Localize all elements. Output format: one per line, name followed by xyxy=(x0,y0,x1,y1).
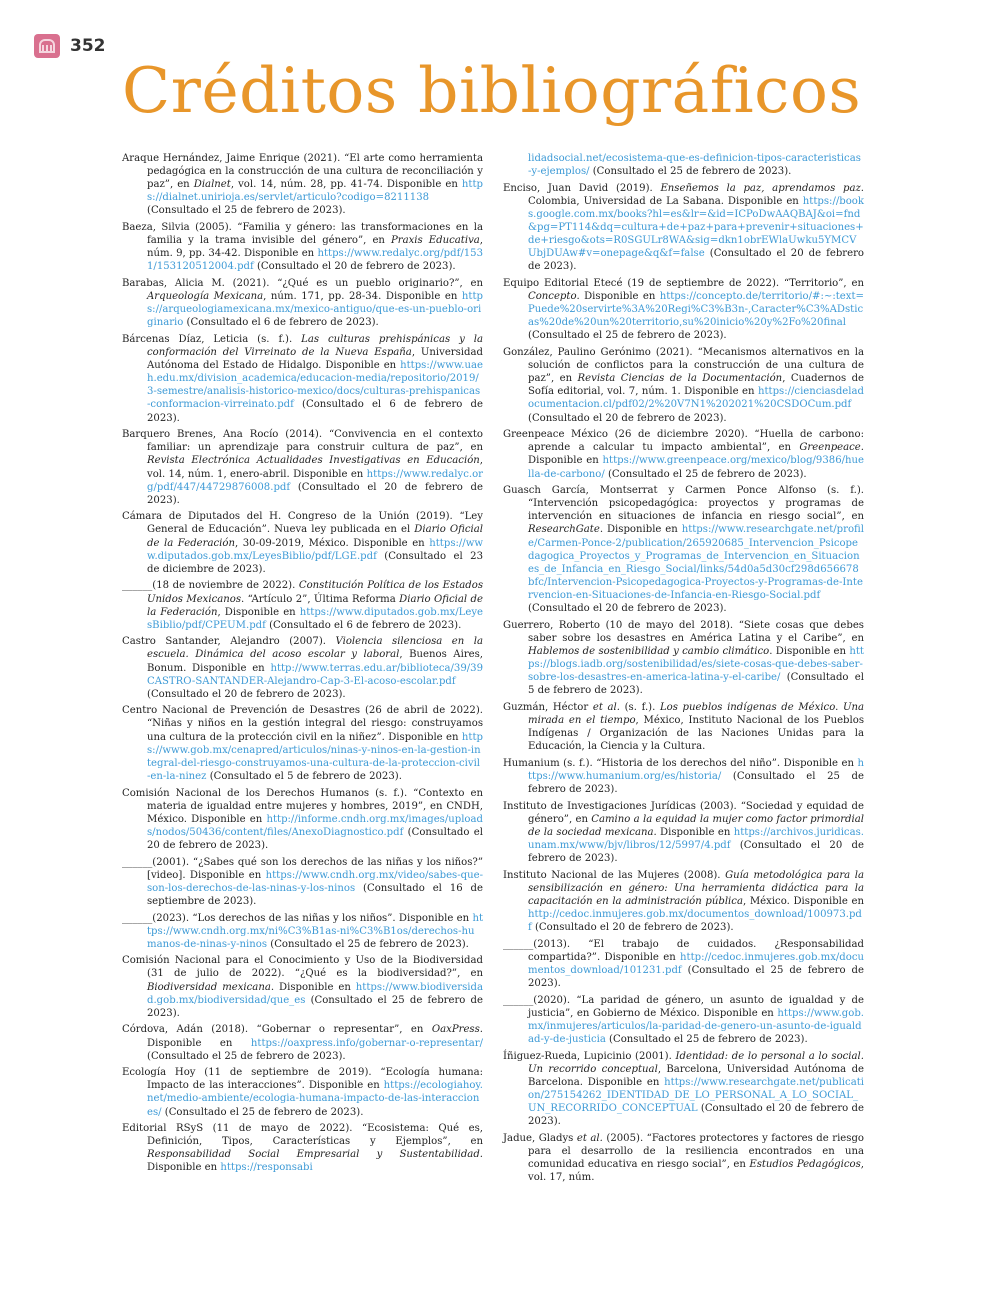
entry-text: Jadue, Gladys xyxy=(503,1132,577,1144)
entry-text: (Consultado el 25 de febrero de 2023). xyxy=(589,166,792,178)
entry-text: (Consultado el 20 de febrero de 2023). xyxy=(253,261,456,273)
entry-text: (Consultado el 5 de febrero de 2023). xyxy=(206,770,402,782)
entry-text: (Consultado el 25 de febrero de 2023). xyxy=(528,964,864,990)
entry-link[interactable]: https://responsabi xyxy=(220,1162,313,1174)
entry-text: (Consultado el 20 de febrero de 2023). xyxy=(528,603,727,615)
entry-text: (Consultado el 20 de febrero de 2023). xyxy=(528,412,727,424)
entry-text: (Consultado el 6 de febrero de 2023). xyxy=(147,399,483,424)
entry-text: Barabas, Alicia M. (2021). “¿Qué es un pueblo originario?”, en xyxy=(122,277,483,289)
entry-link[interactable]: https://arqueologiamexicana.mx/mexico-antiguo/que-es-un-pueblo-originario xyxy=(147,291,483,329)
entry-text: (2005). “Factores protectores y factores de riesgo para el desarrollo de la resiliencia encontrados en una comunidad educativa en riesgo social”, en xyxy=(528,1132,864,1170)
page-header xyxy=(34,34,106,58)
entry-text: (Consultado el 25 de febrero de 2023). xyxy=(147,994,483,1019)
entry-source-title: Revista Electrónica Actualidades Investigativas en Educación xyxy=(147,455,480,467)
bibliography-entry xyxy=(503,800,864,866)
entry-text: ______(2013). “El trabajo de cuidados. ¿Responsabilidad compartida?”. Disponible en xyxy=(503,938,864,963)
entry-text: Greenpeace México (26 de diciembre 2020). “Huella de carbono: aprende a calcular tu impacto ambiental”, en xyxy=(503,429,864,454)
entry-text: Comisión Nacional de los Derechos Humanos (s. f.). “Contexto en materia de igualdad entre mujeres y hombres, 2019”, en CNDH, México. Disponible en xyxy=(122,787,483,825)
bibliography-entry xyxy=(122,912,483,951)
entry-text: (Consultado el 6 de febrero de 2023). xyxy=(183,317,379,329)
entry-source-title: Enseñemos la paz, aprendamos paz xyxy=(660,182,861,194)
entry-text: (Consultado el 25 de febrero de 2023). xyxy=(161,1106,364,1118)
entry-text: , México. Disponible en xyxy=(742,895,865,907)
entry-text: ______(18 de noviembre de 2022). xyxy=(122,580,299,592)
bibliography-entry xyxy=(503,994,864,1046)
bibliography-entry xyxy=(122,1066,483,1118)
bibliography-entry xyxy=(122,333,483,425)
entry-text: (Consultado el 25 de febrero de 2023). xyxy=(604,468,807,480)
entry-text: Córdova, Adán (2018). “Gobernar o representar”, en xyxy=(122,1024,432,1036)
entry-text: (Consultado el 25 de febrero de 2023). xyxy=(267,938,469,950)
entry-source-title: Praxis Educativa xyxy=(390,235,480,247)
entry-source-title: Dialnet xyxy=(193,179,231,191)
entry-text: (Consultado el 20 de febrero de 2023). xyxy=(528,839,864,865)
bibliography-entry xyxy=(122,579,483,631)
entry-text: Editorial RSyS (11 de mayo de 2022). “Ecosistema: Qué es, Definición, Tipos, Características y Ejemplos”, en xyxy=(122,1123,483,1148)
book-logo-icon xyxy=(34,34,60,58)
entry-text: (Consultado el 20 de febrero de 2023). xyxy=(147,826,483,851)
entry-source-title: Diario Oficial de la Federación xyxy=(147,524,484,549)
entry-source-title: et al. xyxy=(592,701,620,713)
entry-text: . Colombia, Universidad de La Sabana. Disponible en xyxy=(528,182,864,207)
entry-text: (Consultado el 6 de febrero de 2023). xyxy=(265,619,462,631)
entry-text: , vol. 14, núm. 1, enero-abril. Disponible en xyxy=(147,455,483,480)
entry-text: , Buenos Aires, Bonum. Disponible en xyxy=(147,649,484,674)
entry-text: (Consultado el 20 de febrero de 2023). xyxy=(528,1103,864,1128)
entry-text: , Universidad Autónoma del Estado de Hidalgo. Disponible en xyxy=(147,347,483,372)
entry-text: Barquero Brenes, Ana Rocío (2014). “Convivencia en el contexto familiar: un aprendizaje para construir cultura de paz”, en xyxy=(122,429,483,454)
entry-text: (s. f.). xyxy=(619,701,660,713)
page-title: Créditos bibliográficos xyxy=(122,54,862,127)
bibliography-entry xyxy=(503,277,864,343)
entry-link[interactable]: https://www.cndh.org.mx/video/sabes-que-son-los-derechos-de-las-ninas-y-los-ninos xyxy=(147,869,483,894)
bibliography-entry xyxy=(503,428,864,480)
entry-source-title: Concepto xyxy=(528,291,577,303)
bibliography-entry xyxy=(122,1122,483,1174)
entry-link[interactable]: https://www.biodiversidad.gob.mx/biodiversidad/que_es xyxy=(147,981,483,1006)
entry-source-title: et al. xyxy=(576,1132,603,1144)
entry-link[interactable]: http://informe.cndh.org.mx/images/uploads/nodos/50436/content/files/AnexoDiagnostico.pdf xyxy=(147,813,483,838)
entry-text: Humanium (s. f.). “Historia de los derechos del niño”. Disponible en xyxy=(503,757,858,769)
entry-link[interactable]: https://www.diputados.gob.mx/LeyesBiblio/pdf/CPEUM.pdf xyxy=(147,606,483,631)
entry-text: Íñiguez-Rueda, Lupicinio (2001). xyxy=(503,1050,676,1062)
entry-text: (Consultado el 20 de febrero de 2023). xyxy=(528,248,864,273)
entry-text: . Disponible en xyxy=(147,1024,483,1049)
entry-text: (Consultado el 20 de febrero de 2023). xyxy=(147,688,346,700)
bibliography-entry xyxy=(503,757,864,796)
entry-text: , México, Instituto Nacional de los Pueblos Indígenas / Organización de las Naciones Unidas para la Educación, la Ciencia y la Cultura. xyxy=(528,714,864,753)
entry-link[interactable]: https://www.researchgate.net/profile/Carmen-Ponce-2/publication/265920685_Intervencion_Psicopedagogica_Proyectos_y_Programas_de_Intervencion_en_Situaciones_de_Infancia_en_Riesgo_Social/links/54d0a5d30cf298d656678bfc/Intervencion-Psicopedagogica-Proyectos-y-Programas-de-Intervencion-en-Situaciones-de-Infancia-en-Riesgo-Social.pdf xyxy=(528,524,864,601)
entry-text: , Cuadernos de Sofía editorial, vol. 7, núm. 1. Disponible en xyxy=(528,373,865,398)
entry-source-title: Revista Ciencias de la Documentación xyxy=(577,373,783,385)
bibliography-entry xyxy=(503,701,864,753)
entry-link[interactable]: https://www.redalyc.org/pdf/447/44729876008.pdf xyxy=(147,468,483,493)
bibliography-entry xyxy=(503,869,864,935)
entry-text: Centro Nacional de Prevención de Desastres (26 de abril de 2022). “Niñas y niños en la gestión integral del riesgo: construyamos una cultura de la protección civil en la niñez”. Disponible en xyxy=(122,705,483,743)
entry-source-title: Hablemos de sostenibilidad y cambio climático xyxy=(528,645,770,657)
entry-source-title: Arqueología Mexicana xyxy=(147,291,264,303)
bibliography-entry xyxy=(122,787,483,853)
entry-text: (Consultado el 25 de febrero de 2023). xyxy=(528,330,727,342)
entry-text: Ecología Hoy (11 de septiembre de 2019). “Ecología humana: Impacto de las interacciones”. Disponible en xyxy=(122,1067,483,1092)
bibliography-columns xyxy=(122,152,864,1192)
entry-text: Araque Hernández, Jaime Enrique (2021). “El arte como herramienta pedagógica en la construcción de una cultura de reconciliación y paz”, en xyxy=(122,153,483,191)
entry-text: (Consultado el 20 de febrero de 2023). xyxy=(531,922,734,934)
bibliography-entry xyxy=(503,152,864,178)
entry-text: (Consultado el 20 de febrero de 2023). xyxy=(147,481,483,506)
entry-text: Guzmán, Héctor xyxy=(503,701,593,713)
entry-link[interactable]: https://ecologiahoy.net/medio-ambiente/ecologia-humana-impacto-de-las-interacciones/ xyxy=(147,1080,483,1118)
entry-link[interactable]: https://www.gob.mx/cenapred/articulos/ninas-y-ninos-en-la-gestion-integral-del-riesgo-construyamos-una-cultura-de-la-proteccion-civil-en-la-ninez xyxy=(147,731,483,782)
entry-text: Cámara de Diputados del H. Congreso de la Unión (2019). “Ley General de Educación”. Nueva ley publicada en el xyxy=(122,511,483,536)
entry-text: . Disponible en xyxy=(528,442,864,467)
entry-link[interactable]: http://cedoc.inmujeres.gob.mx/documentos_download/101231.pdf xyxy=(528,951,864,976)
bibliography-entry xyxy=(503,484,864,615)
entry-link[interactable]: https://books.google.com.mx/books?hl=es&lr=&id=ICPoDwAAQBAJ&oi=fnd&pg=PT114&dq=cultura+de+paz+para+prevenir+situaciones+de+riesgo&ots=R0SGULr8WA&sig=dkn1obrEWlaUwku5YMCVUbjDUAw#v=onepage&q&f=false xyxy=(528,195,864,260)
entry-text: , 30-09-2019, México. Disponible en xyxy=(234,537,430,549)
entry-link[interactable]: https://cienciasdeladocumentacion.cl/pdf02/2%20V7N1%202021%20CSDOCum.pdf xyxy=(528,386,864,411)
entry-text: Equipo Editorial Etecé (19 de septiembre de 2022). “Territorio”, en xyxy=(503,277,864,289)
bibliography-entry xyxy=(122,1023,483,1062)
entry-text: (Consultado el 25 de febrero de 2023). xyxy=(528,770,864,796)
entry-text: Bárcenas Díaz, Leticia (s. f.). xyxy=(122,333,302,345)
entry-text: Castro Santander, Alejandro (2007). xyxy=(122,636,336,648)
entry-link[interactable]: https://www.redalyc.org/pdf/1531/153120512004.pdf xyxy=(147,248,483,273)
entry-text: (Consultado el 16 de septiembre de 2023). xyxy=(147,882,483,907)
entry-link[interactable]: https://www.uaeh.edu.mx/division_academica/educacion-media/repositorio/2019/3-semestre/analisis-historico-mexico/docs/culturas-prehispanicas-conformacion-virreinato.pdf xyxy=(147,360,483,411)
bibliography-entry xyxy=(503,1132,864,1184)
entry-text: Guasch García, Montserrat y Carmen Ponce Alfonso (s. f.). “Intervención psicopedagógica: proyectos y programas de intervención en situaciones de infancia en riesgo social”, en xyxy=(503,485,864,523)
entry-text: . Disponible en xyxy=(599,524,682,536)
entry-link[interactable]: https://www.gob.mx/inmujeres/articulos/la-paridad-de-genero-un-asunto-de-igualdad-y-de-justicia xyxy=(528,1007,864,1045)
entry-source-title: Las culturas prehispánicas y la conformación del Virreinato de la Nueva España xyxy=(147,333,483,359)
entry-link[interactable]: https://blogs.iadb.org/sostenibilidad/es/siete-cosas-que-debes-saber-sobre-los-desastres-en-america-latina-y-el-caribe/ xyxy=(528,645,864,684)
entry-text: Instituto de Investigaciones Jurídicas (2003). “Sociedad y equidad de género”, en xyxy=(503,800,864,825)
entry-text: , vol. 14, núm. 28, pp. 41-74. Disponible en xyxy=(230,179,462,191)
entry-source-title: OaxPress xyxy=(431,1024,480,1036)
entry-source-title: Estudios Pedagógicos xyxy=(749,1158,861,1170)
bibliography-entry xyxy=(503,1050,864,1129)
entry-text: González, Paulino Gerónimo (2021). “Mecanismos alternativos en la solución de conflictos para la construcción de una cultura de paz”, en xyxy=(503,347,864,385)
entry-link[interactable]: lidadsocial.net/ecosistema-que-es-definicion-tipos-caracteristicas-y-ejemplos/ xyxy=(528,153,861,178)
entry-text: (Consultado el 5 de febrero de 2023). xyxy=(528,672,864,697)
page-number: 352 xyxy=(70,36,106,56)
entry-text: . Disponible en xyxy=(769,645,850,657)
bibliography-entry xyxy=(503,346,864,425)
entry-link[interactable]: https://oaxpress.info/gobernar-o-representar/ xyxy=(250,1037,483,1049)
bibliography-entry xyxy=(122,221,483,273)
bibliography-entry xyxy=(122,510,483,576)
bibliography-entry xyxy=(122,277,483,329)
bibliography-entry xyxy=(122,428,483,507)
entry-text: (Consultado el 23 de diciembre de 2023). xyxy=(147,550,483,575)
entry-text: ______(2001). “¿Sabes qué son los derechos de las niñas y los niños?” [video]. Disponible en xyxy=(122,856,483,881)
entry-text: ______(2023). “Los derechos de las niñas y los niños”. Disponible en xyxy=(122,912,473,924)
entry-source-title: Identidad: de lo personal a lo social. Un recorrido conceptual xyxy=(528,1050,864,1075)
entry-link[interactable]: https://dialnet.unirioja.es/servlet/articulo?codigo=8211138 xyxy=(147,179,483,204)
entry-text: Guerrero, Roberto (10 de mayo del 2018). “Siete cosas que debes saber sobre los desastres en América Latina y el Caribe”, en xyxy=(503,619,864,644)
entry-link[interactable]: https://archivos.juridicas.unam.mx/www/bjv/libros/12/5997/4.pdf xyxy=(528,826,864,851)
bibliography-entry xyxy=(503,182,864,274)
entry-text: Comisión Nacional para el Conocimiento y Uso de la Biodiversidad (31 de julio de 2022). “¿Qué es la biodiversidad?”, en xyxy=(122,955,483,980)
entry-source-title: ResearchGate xyxy=(528,524,600,536)
entry-text: (Consultado el 25 de febrero de 2023). xyxy=(147,1050,346,1062)
entry-link[interactable]: https://www.researchgate.net/publication/275154262_IDENTIDAD_DE_LO_PERSONAL_A_LO_SOCIAL_UN_RECORRIDO_CONCEPTUAL xyxy=(528,1076,864,1115)
entry-source-title: Responsabilidad Social Empresarial y Sustentabilidad xyxy=(147,1149,480,1161)
entry-source-title: Biodiversidad mexicana xyxy=(147,981,271,993)
bibliography-entry xyxy=(122,856,483,908)
bibliography-entry xyxy=(122,704,483,783)
entry-link[interactable]: https://www.greenpeace.org/mexico/blog/9386/huella-de-carbono/ xyxy=(528,455,864,480)
entry-link[interactable]: http://www.terras.edu.ar/biblioteca/39/39CASTRO-SANTANDER-Alejandro-Cap-3-El-acoso-escolar.pdf xyxy=(147,662,483,687)
entry-text: (Consultado el 25 de febrero de 2023). xyxy=(605,1034,808,1045)
entry-source-title: Constitución Política de los Estados Unidos Mexicanos xyxy=(147,580,483,605)
entry-source-title: Guía metodológica para la sensibilización en género: Una herramienta didáctica para la capacitación en la administración pública xyxy=(528,869,865,907)
entry-text: . “Artículo 2”, Última Reforma xyxy=(241,593,400,605)
entry-source-title: Diario Oficial de la Federación xyxy=(147,593,483,618)
entry-text: ______(2020). “La paridad de género, un asunto de igualdad y de justicia”, en Gobierno de México. Disponible en xyxy=(503,994,864,1019)
entry-link[interactable]: http://cedoc.inmujeres.gob.mx/documentos_download/100973.pdf xyxy=(528,909,862,934)
entry-text: . Disponible en xyxy=(653,826,734,838)
entry-text: , Barcelona, Universidad Autónoma de Barcelona. Disponible en xyxy=(528,1063,864,1088)
entry-text: Instituto Nacional de las Mujeres (2008). xyxy=(503,869,726,881)
entry-link[interactable]: https://www.cndh.org.mx/ni%C3%B1as-ni%C3%B1os/derechos-humanos-de-ninas-y-ninos xyxy=(147,912,483,950)
bibliography-column-left xyxy=(122,152,483,1192)
bibliography-entry xyxy=(122,152,483,218)
bibliography-entry xyxy=(122,635,483,701)
entry-text: (Consultado el 25 de febrero de 2023). xyxy=(147,205,346,217)
entry-text: , Disponible en xyxy=(217,606,300,618)
entry-text: . Disponible en xyxy=(147,1149,483,1174)
entry-source-title: Camino a la equidad la mujer como factor primordial de la sociedad mexicana xyxy=(528,813,864,838)
entry-link[interactable]: https://www.humanium.org/es/historia/ xyxy=(528,757,864,782)
entry-source-title: Violencia silenciosa en la escuela. Dinámica del acoso escolar y laboral xyxy=(147,636,483,661)
entry-text: Enciso, Juan David (2019). xyxy=(503,182,661,194)
entry-text: , núm. 171, pp. 28-34. Disponible en xyxy=(263,291,462,303)
entry-link[interactable]: https://www.diputados.gob.mx/LeyesBiblio/pdf/LGE.pdf xyxy=(147,537,483,562)
entry-text: . Disponible en xyxy=(576,291,660,303)
entry-text: . Disponible en xyxy=(270,981,356,993)
bibliography-column-right xyxy=(503,152,864,1192)
bibliography-entry xyxy=(503,938,864,990)
bibliography-entry xyxy=(503,619,864,698)
entry-source-title: Los pueblos indígenas de México. Una mirada en el tiempo xyxy=(528,701,864,726)
entry-source-title: Greenpeace xyxy=(799,442,861,454)
entry-text: , núm. 9, pp. 34-42. Disponible en xyxy=(147,235,484,260)
entry-link[interactable]: https://concepto.de/territorio/#:~:text=Puede%20servirte%3A%20Regi%C3%B3n-,Caracter%C3%ADsticas%20de%20un%20territorio,su%20inicio%20y%2Fo%20final xyxy=(528,291,864,329)
entry-text: Baeza, Silvia (2005). “Familia y género: las transformaciones en la familia y la trama invisible del género”, en xyxy=(122,222,483,247)
bibliography-entry xyxy=(122,954,483,1020)
entry-text: , vol. 17, núm. xyxy=(528,1158,864,1184)
